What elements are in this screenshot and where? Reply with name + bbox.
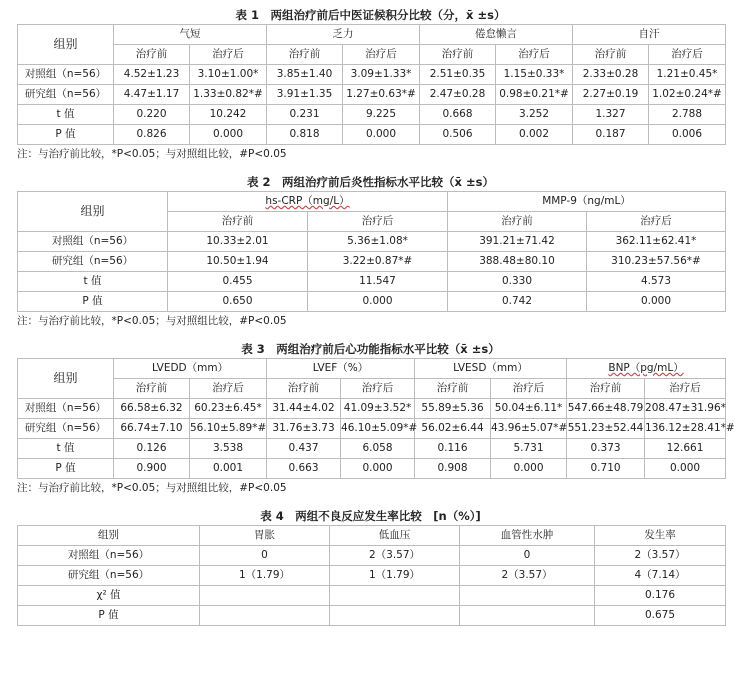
table-cell: 0.220 (114, 105, 190, 125)
table-cell: 2（3.57） (595, 546, 726, 566)
table-cell: 0.506 (420, 125, 496, 145)
table-cell: 0.116 (415, 439, 491, 459)
table4-title: 表 4 两组不良反应发生率比较 [n（%）] (260, 509, 481, 523)
table-cell: 0.000 (308, 292, 448, 312)
table-cell (330, 606, 460, 626)
table-cell: 4.52±1.23 (114, 65, 190, 85)
table-cell (460, 586, 595, 606)
table1-group-header: 组别 (18, 25, 114, 65)
table2-group-header: 组别 (18, 192, 168, 232)
table-cell: 2.51±0.35 (420, 65, 496, 85)
table2-subheader: 治疗前 (168, 212, 308, 232)
table-row (18, 272, 726, 292)
table-cell: 0.330 (448, 272, 587, 292)
table-row (18, 399, 726, 419)
table1-subheader: 治疗前 (114, 45, 190, 65)
row-label: 对照组（n=56） (18, 65, 114, 85)
table-cell (200, 606, 330, 626)
table-cell: 1.21±0.45* (649, 65, 726, 85)
table-row (18, 85, 726, 105)
table-cell: 31.44±4.02 (267, 399, 341, 419)
table-cell: 10.50±1.94 (168, 252, 308, 272)
table-cell: 2（3.57） (460, 566, 595, 586)
table1-note: 注：与治疗前比较，*P<0.05；与对照组比较，#P<0.05 (17, 148, 287, 160)
table-cell: 55.89±5.36 (415, 399, 491, 419)
table-cell (460, 606, 595, 626)
table-cell: 3.22±0.87*# (308, 252, 448, 272)
table1-subheader: 治疗前 (267, 45, 343, 65)
table-cell: 0 (200, 546, 330, 566)
row-label: t 值 (18, 105, 114, 125)
table-cell: 9.225 (343, 105, 420, 125)
table-cell: 0.650 (168, 292, 308, 312)
table1-subheader: 治疗前 (420, 45, 496, 65)
table3-subheader: 治疗后 (645, 379, 726, 399)
table-cell: 1.27±0.63*# (343, 85, 420, 105)
table4-header: 组别 (18, 526, 200, 546)
table-cell: 0.826 (114, 125, 190, 145)
table-cell: 0.002 (496, 125, 573, 145)
table-cell: 43.96±5.07*# (491, 419, 567, 439)
table-cell: 551.23±52.44 (567, 419, 645, 439)
table-cell: 0.900 (114, 459, 190, 479)
table3-group-header: 组别 (18, 359, 114, 399)
table-row (18, 65, 726, 85)
table-cell: 0.742 (448, 292, 587, 312)
table1-subheader: 治疗前 (573, 45, 649, 65)
table-cell: 50.04±6.11* (491, 399, 567, 419)
indicator-label: BNP（pg/mL） (608, 362, 684, 374)
table-cell: 0.437 (267, 439, 341, 459)
table-cell: 1（1.79） (200, 566, 330, 586)
table-cell: 1.02±0.24*# (649, 85, 726, 105)
table1-title: 表 1 两组治疗前后中医证候积分比较（分，x̄ ±s） (235, 8, 506, 22)
table-cell: 6.058 (341, 439, 415, 459)
table3-subheader: 治疗前 (567, 379, 645, 399)
indicator-label: hs-CRP（mg/L） (265, 195, 350, 207)
table-cell: 0.000 (491, 459, 567, 479)
row-label: 研究组（n=56） (18, 566, 200, 586)
table-cell: 5.36±1.08* (308, 232, 448, 252)
table-cell: 0.98±0.21*# (496, 85, 573, 105)
table-cell: 0 (460, 546, 595, 566)
table-row (18, 419, 726, 439)
table-cell: 0.006 (649, 125, 726, 145)
table3-title: 表 3 两组治疗前后心功能指标水平比较（x̄ ±s） (241, 342, 500, 356)
table-cell: 0.000 (341, 459, 415, 479)
table-cell: 0.187 (573, 125, 649, 145)
row-label: P 值 (18, 606, 200, 626)
table3-indicator-header: LVESD（mm） (415, 359, 567, 379)
table-cell: 136.12±28.41*# (645, 419, 726, 439)
table-cell: 208.47±31.96* (645, 399, 726, 419)
row-label: 研究组（n=56） (18, 85, 114, 105)
table-cell: 10.242 (190, 105, 267, 125)
table2-subheader: 治疗后 (308, 212, 448, 232)
table-cell: 3.09±1.33* (343, 65, 420, 85)
table-cell: 5.731 (491, 439, 567, 459)
table-cell: 1（1.79） (330, 566, 460, 586)
table-cell: 0.176 (595, 586, 726, 606)
table-cell: 0.000 (343, 125, 420, 145)
table-cell: 0.231 (267, 105, 343, 125)
table3-subheader: 治疗后 (491, 379, 567, 399)
row-label: P 值 (18, 125, 114, 145)
table-cell: 1.33±0.82*# (190, 85, 267, 105)
table-row (18, 586, 726, 606)
table3 (17, 358, 735, 479)
table-cell: 60.23±6.45* (190, 399, 267, 419)
table-cell: 56.02±6.44 (415, 419, 491, 439)
table3-note: 注：与治疗前比较，*P<0.05；与对照组比较，#P<0.05 (17, 482, 287, 494)
table-cell: 0.000 (190, 125, 267, 145)
table-cell: 2.788 (649, 105, 726, 125)
table-cell: 4.573 (587, 272, 726, 292)
table-row (18, 125, 726, 145)
table-cell: 4.47±1.17 (114, 85, 190, 105)
table-cell: 0.710 (567, 459, 645, 479)
table-cell: 41.09±3.52* (341, 399, 415, 419)
table3-indicator-header: LVEDD（mm） (114, 359, 267, 379)
table1-subheader: 治疗后 (190, 45, 267, 65)
table-cell: 547.66±48.79 (567, 399, 645, 419)
table-cell: 0.908 (415, 459, 491, 479)
table-cell (200, 586, 330, 606)
table-row (18, 459, 726, 479)
table-cell: 46.10±5.09*# (341, 419, 415, 439)
table-cell: 2.47±0.28 (420, 85, 496, 105)
table-cell: 12.661 (645, 439, 726, 459)
row-label: 对照组（n=56） (18, 232, 168, 252)
table-cell: 66.74±7.10 (114, 419, 190, 439)
table3-subheader: 治疗后 (341, 379, 415, 399)
table-cell: 10.33±2.01 (168, 232, 308, 252)
table2 (17, 191, 726, 312)
table4-header: 发生率 (595, 526, 726, 546)
row-label: χ² 值 (18, 586, 200, 606)
table-cell: 3.10±1.00* (190, 65, 267, 85)
table-cell: 56.10±5.89*# (190, 419, 267, 439)
table-cell: 11.547 (308, 272, 448, 292)
table4-header: 血管性水肿 (460, 526, 595, 546)
table-cell: 0.001 (190, 459, 267, 479)
table2-subheader: 治疗后 (587, 212, 726, 232)
table-cell: 2.33±0.28 (573, 65, 649, 85)
row-label: 研究组（n=56） (18, 419, 114, 439)
table2-title: 表 2 两组治疗前后炎性指标水平比较（x̄ ±s） (247, 175, 494, 189)
table3-subheader: 治疗前 (415, 379, 491, 399)
table3-indicator-header (567, 359, 726, 379)
table1-symptom-header: 乏力 (267, 25, 420, 45)
row-label: t 值 (18, 439, 114, 459)
table-cell: 362.11±62.41* (587, 232, 726, 252)
table-cell: 3.91±1.35 (267, 85, 343, 105)
table-cell: 0.373 (567, 439, 645, 459)
table-cell: 2.27±0.19 (573, 85, 649, 105)
table-cell: 0.818 (267, 125, 343, 145)
table-row (18, 105, 726, 125)
table-cell: 3.252 (496, 105, 573, 125)
table2-indicator-header (448, 192, 726, 212)
table-cell: 31.76±3.73 (267, 419, 341, 439)
table4-header: 低血压 (330, 526, 460, 546)
table3-subheader: 治疗后 (190, 379, 267, 399)
table-cell: 0.455 (168, 272, 308, 292)
table-cell: 391.21±71.42 (448, 232, 587, 252)
row-label: P 值 (18, 292, 168, 312)
table-cell: 0.000 (645, 459, 726, 479)
table-cell: 0.000 (587, 292, 726, 312)
table-cell: 4（7.14） (595, 566, 726, 586)
table2-note: 注：与治疗前比较，*P<0.05；与对照组比较，#P<0.05 (17, 315, 287, 327)
table-cell: 1.327 (573, 105, 649, 125)
table1-subheader: 治疗后 (343, 45, 420, 65)
table3-subheader: 治疗前 (114, 379, 190, 399)
row-label: 对照组（n=56） (18, 399, 114, 419)
table1-subheader: 治疗后 (649, 45, 726, 65)
table1-symptom-header: 自汗 (573, 25, 726, 45)
table-row (18, 232, 726, 252)
table-cell: 3.85±1.40 (267, 65, 343, 85)
table1 (17, 24, 726, 145)
table3-indicator-header: LVEF（%） (267, 359, 415, 379)
row-label: t 值 (18, 272, 168, 292)
table2-subheader: 治疗前 (448, 212, 587, 232)
table-cell: 310.23±57.56*# (587, 252, 726, 272)
table-cell: 0.668 (420, 105, 496, 125)
table-row (18, 606, 726, 626)
table-row (18, 252, 726, 272)
table3-subheader: 治疗前 (267, 379, 341, 399)
table-cell (330, 586, 460, 606)
table-row (18, 566, 726, 586)
table-cell: 0.126 (114, 439, 190, 459)
table2-indicator-header (168, 192, 448, 212)
table-row (18, 292, 726, 312)
row-label: 对照组（n=56） (18, 546, 200, 566)
table-cell: 0.675 (595, 606, 726, 626)
table-cell: 3.538 (190, 439, 267, 459)
table-cell: 66.58±6.32 (114, 399, 190, 419)
row-label: P 值 (18, 459, 114, 479)
table4-header: 胃胀 (200, 526, 330, 546)
table1-symptom-header: 气短 (114, 25, 267, 45)
table-cell: 2（3.57） (330, 546, 460, 566)
table-cell: 388.48±80.10 (448, 252, 587, 272)
table-row (18, 546, 726, 566)
table-cell: 0.663 (267, 459, 341, 479)
table1-symptom-header: 倦怠懒言 (420, 25, 573, 45)
table4 (17, 525, 726, 626)
table1-subheader: 治疗后 (496, 45, 573, 65)
table-cell: 1.15±0.33* (496, 65, 573, 85)
row-label: 研究组（n=56） (18, 252, 168, 272)
indicator-label: MMP-9（ng/mL） (542, 195, 631, 207)
table-row (18, 439, 726, 459)
document-page (0, 6, 741, 673)
